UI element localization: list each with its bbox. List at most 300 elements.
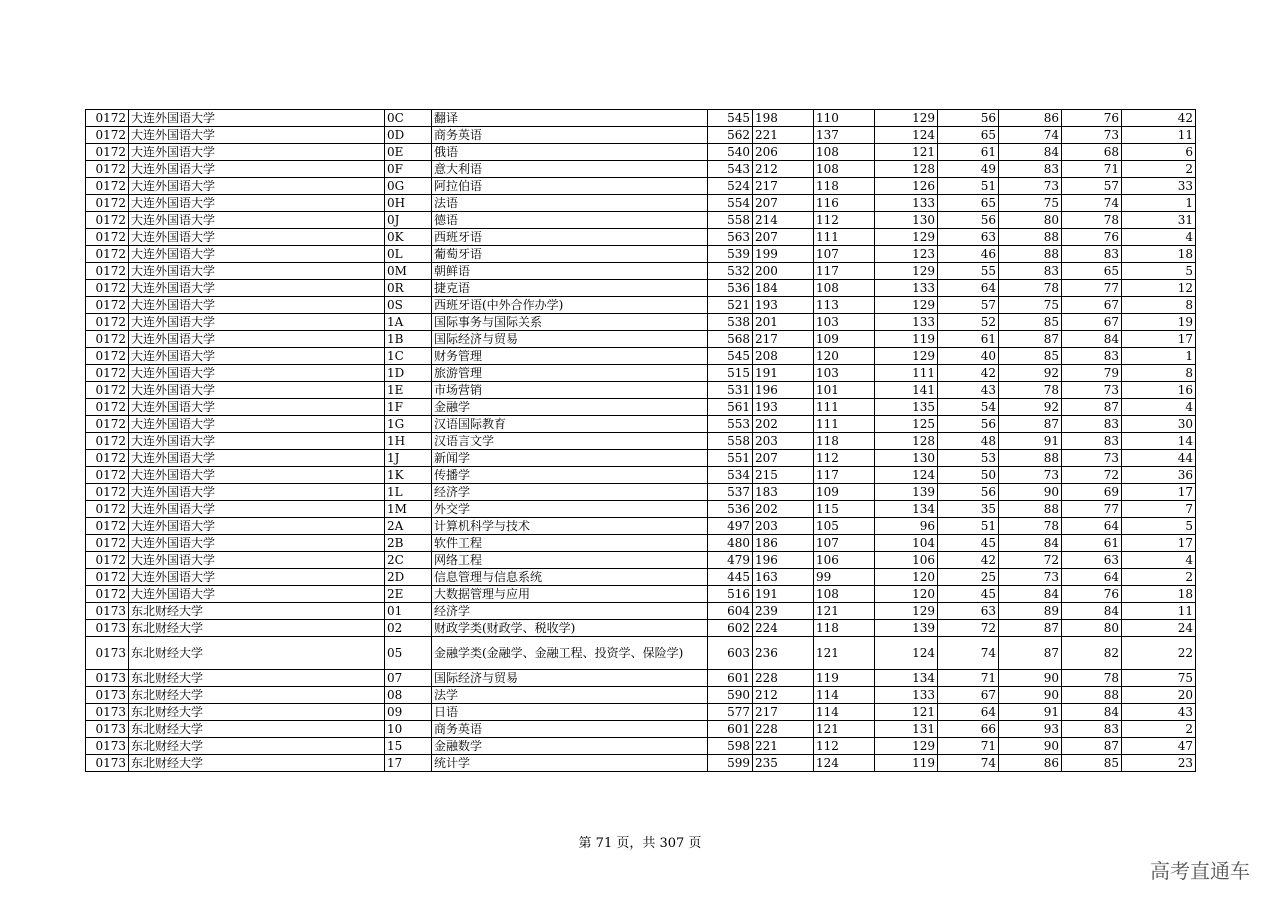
major-name-cell: 新闻学 <box>432 450 708 467</box>
score-col6-cell: 201 <box>753 314 814 331</box>
score-col11-cell: 78 <box>1062 212 1122 229</box>
score-col10-cell: 83 <box>999 161 1062 178</box>
score-col10-cell: 90 <box>999 687 1062 704</box>
score-max-cell: 539 <box>708 246 753 263</box>
major-name-cell: 汉语言文学 <box>432 433 708 450</box>
score-col7-cell: 116 <box>814 195 875 212</box>
score-col10-cell: 72 <box>999 552 1062 569</box>
score-col10-cell: 78 <box>999 280 1062 297</box>
score-col9-cell: 54 <box>938 399 999 416</box>
score-col10-cell: 90 <box>999 670 1062 687</box>
school-code-cell: 0172 <box>86 433 129 450</box>
score-col10-cell: 86 <box>999 755 1062 772</box>
score-col10-cell: 88 <box>999 229 1062 246</box>
score-col6-cell: 198 <box>753 110 814 127</box>
score-col9-cell: 65 <box>938 127 999 144</box>
school-name-cell: 大连外国语大学 <box>129 144 385 161</box>
major-code-cell: 09 <box>385 704 432 721</box>
score-col7-cell: 106 <box>814 552 875 569</box>
score-col11-cell: 76 <box>1062 586 1122 603</box>
school-code-cell: 0173 <box>86 738 129 755</box>
score-col9-cell: 35 <box>938 501 999 518</box>
score-col12-cell: 2 <box>1122 721 1196 738</box>
score-col8-cell: 133 <box>875 280 938 297</box>
score-col6-cell: 217 <box>753 331 814 348</box>
score-col8-cell: 128 <box>875 161 938 178</box>
table-row <box>86 399 1196 416</box>
score-col8-cell: 135 <box>875 399 938 416</box>
score-max-cell: 540 <box>708 144 753 161</box>
score-col10-cell: 87 <box>999 620 1062 637</box>
school-code-cell: 0172 <box>86 348 129 365</box>
score-col8-cell: 128 <box>875 433 938 450</box>
score-col7-cell: 101 <box>814 382 875 399</box>
school-name-cell: 大连外国语大学 <box>129 280 385 297</box>
score-col12-cell: 11 <box>1122 603 1196 620</box>
score-col12-cell: 4 <box>1122 399 1196 416</box>
school-name-cell: 大连外国语大学 <box>129 161 385 178</box>
school-code-cell: 0172 <box>86 212 129 229</box>
score-col7-cell: 121 <box>814 721 875 738</box>
school-name-cell: 大连外国语大学 <box>129 399 385 416</box>
score-col8-cell: 129 <box>875 348 938 365</box>
school-code-cell: 0172 <box>86 569 129 586</box>
school-name-cell: 东北财经大学 <box>129 721 385 738</box>
score-col11-cell: 67 <box>1062 314 1122 331</box>
major-name-cell: 国际经济与贸易 <box>432 331 708 348</box>
major-name-cell: 葡萄牙语 <box>432 246 708 263</box>
score-col7-cell: 107 <box>814 535 875 552</box>
score-col9-cell: 52 <box>938 314 999 331</box>
school-code-cell: 0172 <box>86 161 129 178</box>
score-max-cell: 445 <box>708 569 753 586</box>
score-col7-cell: 114 <box>814 687 875 704</box>
major-code-cell: 2D <box>385 569 432 586</box>
school-name-cell: 东北财经大学 <box>129 738 385 755</box>
score-col11-cell: 77 <box>1062 501 1122 518</box>
table-row <box>86 229 1196 246</box>
score-col10-cell: 90 <box>999 484 1062 501</box>
score-col6-cell: 191 <box>753 365 814 382</box>
score-col7-cell: 137 <box>814 127 875 144</box>
score-col10-cell: 92 <box>999 399 1062 416</box>
major-code-cell: 1D <box>385 365 432 382</box>
score-col7-cell: 111 <box>814 416 875 433</box>
score-col12-cell: 43 <box>1122 704 1196 721</box>
score-col12-cell: 23 <box>1122 755 1196 772</box>
score-col9-cell: 71 <box>938 670 999 687</box>
score-col11-cell: 67 <box>1062 297 1122 314</box>
major-name-cell: 大数据管理与应用 <box>432 586 708 603</box>
score-col9-cell: 42 <box>938 365 999 382</box>
score-col11-cell: 57 <box>1062 178 1122 195</box>
score-col8-cell: 120 <box>875 569 938 586</box>
major-name-cell: 国际事务与国际关系 <box>432 314 708 331</box>
score-col12-cell: 42 <box>1122 110 1196 127</box>
table-row <box>86 518 1196 535</box>
score-col8-cell: 124 <box>875 127 938 144</box>
major-name-cell: 日语 <box>432 704 708 721</box>
school-code-cell: 0172 <box>86 399 129 416</box>
score-col11-cell: 88 <box>1062 687 1122 704</box>
major-name-cell: 西班牙语(中外合作办学) <box>432 297 708 314</box>
score-max-cell: 536 <box>708 501 753 518</box>
score-col11-cell: 83 <box>1062 721 1122 738</box>
major-code-cell: 2B <box>385 535 432 552</box>
table-row <box>86 484 1196 501</box>
score-col10-cell: 73 <box>999 178 1062 195</box>
score-col8-cell: 119 <box>875 755 938 772</box>
school-code-cell: 0172 <box>86 467 129 484</box>
score-col8-cell: 129 <box>875 603 938 620</box>
score-col7-cell: 111 <box>814 229 875 246</box>
score-max-cell: 532 <box>708 263 753 280</box>
score-col8-cell: 134 <box>875 670 938 687</box>
score-col9-cell: 43 <box>938 382 999 399</box>
score-col9-cell: 56 <box>938 212 999 229</box>
score-max-cell: 558 <box>708 433 753 450</box>
major-code-cell: 0E <box>385 144 432 161</box>
major-code-cell: 0D <box>385 127 432 144</box>
score-col8-cell: 133 <box>875 687 938 704</box>
table-row <box>86 127 1196 144</box>
score-max-cell: 551 <box>708 450 753 467</box>
score-col11-cell: 76 <box>1062 229 1122 246</box>
score-col9-cell: 40 <box>938 348 999 365</box>
score-col11-cell: 74 <box>1062 195 1122 212</box>
score-col9-cell: 74 <box>938 755 999 772</box>
score-max-cell: 558 <box>708 212 753 229</box>
score-col6-cell: 208 <box>753 348 814 365</box>
score-max-cell: 601 <box>708 721 753 738</box>
score-max-cell: 531 <box>708 382 753 399</box>
score-col7-cell: 117 <box>814 263 875 280</box>
major-name-cell: 西班牙语 <box>432 229 708 246</box>
score-col9-cell: 72 <box>938 620 999 637</box>
school-name-cell: 大连外国语大学 <box>129 501 385 518</box>
score-col10-cell: 75 <box>999 297 1062 314</box>
table-row <box>86 382 1196 399</box>
major-code-cell: 1B <box>385 331 432 348</box>
school-code-cell: 0172 <box>86 144 129 161</box>
score-col12-cell: 7 <box>1122 501 1196 518</box>
score-col7-cell: 108 <box>814 280 875 297</box>
score-col11-cell: 84 <box>1062 603 1122 620</box>
school-name-cell: 大连外国语大学 <box>129 433 385 450</box>
score-table <box>85 109 1196 772</box>
score-col11-cell: 73 <box>1062 450 1122 467</box>
score-col9-cell: 64 <box>938 704 999 721</box>
score-col12-cell: 36 <box>1122 467 1196 484</box>
school-code-cell: 0172 <box>86 586 129 603</box>
score-col8-cell: 111 <box>875 365 938 382</box>
school-name-cell: 大连外国语大学 <box>129 314 385 331</box>
table-row <box>86 755 1196 772</box>
table-row <box>86 263 1196 280</box>
score-col12-cell: 14 <box>1122 433 1196 450</box>
score-col10-cell: 92 <box>999 365 1062 382</box>
school-code-cell: 0172 <box>86 484 129 501</box>
major-name-cell: 俄语 <box>432 144 708 161</box>
school-name-cell: 大连外国语大学 <box>129 467 385 484</box>
school-code-cell: 0173 <box>86 721 129 738</box>
school-code-cell: 0172 <box>86 297 129 314</box>
score-col9-cell: 50 <box>938 467 999 484</box>
major-name-cell: 市场营销 <box>432 382 708 399</box>
score-col11-cell: 71 <box>1062 161 1122 178</box>
score-max-cell: 598 <box>708 738 753 755</box>
score-col12-cell: 47 <box>1122 738 1196 755</box>
school-name-cell: 大连外国语大学 <box>129 195 385 212</box>
major-code-cell: 07 <box>385 670 432 687</box>
score-max-cell: 537 <box>708 484 753 501</box>
table-row <box>86 433 1196 450</box>
score-col6-cell: 200 <box>753 263 814 280</box>
major-name-cell: 财政学类(财政学、税收学) <box>432 620 708 637</box>
score-col8-cell: 133 <box>875 314 938 331</box>
school-name-cell: 大连外国语大学 <box>129 229 385 246</box>
score-col7-cell: 115 <box>814 501 875 518</box>
score-max-cell: 568 <box>708 331 753 348</box>
score-col12-cell: 18 <box>1122 586 1196 603</box>
score-col10-cell: 88 <box>999 246 1062 263</box>
score-col9-cell: 57 <box>938 297 999 314</box>
score-max-cell: 562 <box>708 127 753 144</box>
school-code-cell: 0172 <box>86 416 129 433</box>
school-code-cell: 0173 <box>86 755 129 772</box>
school-code-cell: 0173 <box>86 687 129 704</box>
school-name-cell: 大连外国语大学 <box>129 246 385 263</box>
score-col7-cell: 121 <box>814 637 875 670</box>
school-name-cell: 东北财经大学 <box>129 755 385 772</box>
school-name-cell: 东北财经大学 <box>129 603 385 620</box>
table-row <box>86 501 1196 518</box>
score-col10-cell: 80 <box>999 212 1062 229</box>
school-name-cell: 大连外国语大学 <box>129 127 385 144</box>
score-col8-cell: 126 <box>875 178 938 195</box>
table-row <box>86 246 1196 263</box>
table-row <box>86 552 1196 569</box>
score-col11-cell: 82 <box>1062 637 1122 670</box>
score-max-cell: 480 <box>708 535 753 552</box>
score-col12-cell: 4 <box>1122 229 1196 246</box>
major-code-cell: 10 <box>385 721 432 738</box>
score-col12-cell: 4 <box>1122 552 1196 569</box>
score-col9-cell: 64 <box>938 280 999 297</box>
major-code-cell: 1C <box>385 348 432 365</box>
major-name-cell: 传播学 <box>432 467 708 484</box>
score-col12-cell: 33 <box>1122 178 1196 195</box>
score-col10-cell: 90 <box>999 738 1062 755</box>
school-name-cell: 大连外国语大学 <box>129 297 385 314</box>
score-col8-cell: 106 <box>875 552 938 569</box>
school-name-cell: 大连外国语大学 <box>129 535 385 552</box>
score-col10-cell: 75 <box>999 195 1062 212</box>
major-code-cell: 0G <box>385 178 432 195</box>
score-col6-cell: 217 <box>753 178 814 195</box>
score-col9-cell: 45 <box>938 535 999 552</box>
score-col12-cell: 44 <box>1122 450 1196 467</box>
score-col8-cell: 130 <box>875 450 938 467</box>
score-max-cell: 479 <box>708 552 753 569</box>
score-col11-cell: 83 <box>1062 433 1122 450</box>
score-col12-cell: 19 <box>1122 314 1196 331</box>
score-col10-cell: 87 <box>999 416 1062 433</box>
school-code-cell: 0172 <box>86 552 129 569</box>
score-col8-cell: 96 <box>875 518 938 535</box>
score-col12-cell: 1 <box>1122 348 1196 365</box>
school-name-cell: 大连外国语大学 <box>129 450 385 467</box>
score-col6-cell: 196 <box>753 382 814 399</box>
score-max-cell: 561 <box>708 399 753 416</box>
major-name-cell: 外交学 <box>432 501 708 518</box>
score-col8-cell: 129 <box>875 297 938 314</box>
school-name-cell: 大连外国语大学 <box>129 552 385 569</box>
major-name-cell: 商务英语 <box>432 721 708 738</box>
score-max-cell: 602 <box>708 620 753 637</box>
table-row <box>86 195 1196 212</box>
score-col7-cell: 119 <box>814 670 875 687</box>
score-col6-cell: 221 <box>753 738 814 755</box>
score-col6-cell: 214 <box>753 212 814 229</box>
major-name-cell: 阿拉伯语 <box>432 178 708 195</box>
major-code-cell: 0L <box>385 246 432 263</box>
score-max-cell: 553 <box>708 416 753 433</box>
school-name-cell: 东北财经大学 <box>129 687 385 704</box>
score-max-cell: 545 <box>708 110 753 127</box>
score-col10-cell: 84 <box>999 144 1062 161</box>
page-footer: 第 71 页，共 307 页 <box>578 836 702 851</box>
school-name-cell: 大连外国语大学 <box>129 382 385 399</box>
score-col10-cell: 84 <box>999 586 1062 603</box>
major-code-cell: 0R <box>385 280 432 297</box>
table-row <box>86 178 1196 195</box>
score-col10-cell: 87 <box>999 637 1062 670</box>
school-code-cell: 0172 <box>86 178 129 195</box>
score-col9-cell: 56 <box>938 484 999 501</box>
major-name-cell: 经济学 <box>432 603 708 620</box>
score-col9-cell: 53 <box>938 450 999 467</box>
school-code-cell: 0172 <box>86 331 129 348</box>
score-col6-cell: 193 <box>753 399 814 416</box>
score-max-cell: 601 <box>708 670 753 687</box>
score-col9-cell: 55 <box>938 263 999 280</box>
major-code-cell: 1K <box>385 467 432 484</box>
score-col10-cell: 78 <box>999 518 1062 535</box>
score-col12-cell: 5 <box>1122 263 1196 280</box>
major-code-cell: 1G <box>385 416 432 433</box>
score-col9-cell: 48 <box>938 433 999 450</box>
school-code-cell: 0172 <box>86 365 129 382</box>
school-code-cell: 0172 <box>86 263 129 280</box>
major-code-cell: 1J <box>385 450 432 467</box>
major-code-cell: 1F <box>385 399 432 416</box>
school-code-cell: 0173 <box>86 670 129 687</box>
score-col12-cell: 16 <box>1122 382 1196 399</box>
score-col8-cell: 119 <box>875 331 938 348</box>
major-code-cell: 1E <box>385 382 432 399</box>
score-col7-cell: 107 <box>814 246 875 263</box>
major-code-cell: 01 <box>385 603 432 620</box>
major-name-cell: 国际经济与贸易 <box>432 670 708 687</box>
major-name-cell: 汉语国际教育 <box>432 416 708 433</box>
score-col11-cell: 87 <box>1062 399 1122 416</box>
major-code-cell: 0K <box>385 229 432 246</box>
score-col6-cell: 228 <box>753 670 814 687</box>
score-col10-cell: 85 <box>999 314 1062 331</box>
score-col7-cell: 99 <box>814 569 875 586</box>
major-code-cell: 0S <box>385 297 432 314</box>
school-name-cell: 大连外国语大学 <box>129 518 385 535</box>
score-col12-cell: 6 <box>1122 144 1196 161</box>
score-col6-cell: 236 <box>753 637 814 670</box>
score-col11-cell: 76 <box>1062 110 1122 127</box>
score-col10-cell: 84 <box>999 535 1062 552</box>
school-name-cell: 大连外国语大学 <box>129 586 385 603</box>
score-max-cell: 563 <box>708 229 753 246</box>
score-col6-cell: 203 <box>753 518 814 535</box>
score-col7-cell: 109 <box>814 484 875 501</box>
score-col9-cell: 42 <box>938 552 999 569</box>
table-body <box>86 110 1196 772</box>
score-col6-cell: 215 <box>753 467 814 484</box>
score-col12-cell: 2 <box>1122 569 1196 586</box>
score-col11-cell: 84 <box>1062 331 1122 348</box>
score-col8-cell: 123 <box>875 246 938 263</box>
school-code-cell: 0172 <box>86 382 129 399</box>
score-col10-cell: 78 <box>999 382 1062 399</box>
score-col8-cell: 129 <box>875 738 938 755</box>
major-code-cell: 0J <box>385 212 432 229</box>
score-col11-cell: 68 <box>1062 144 1122 161</box>
score-col9-cell: 49 <box>938 161 999 178</box>
score-col8-cell: 129 <box>875 229 938 246</box>
table-row <box>86 365 1196 382</box>
major-name-cell: 网络工程 <box>432 552 708 569</box>
score-col8-cell: 124 <box>875 637 938 670</box>
major-code-cell: 2C <box>385 552 432 569</box>
score-col8-cell: 120 <box>875 586 938 603</box>
table-row <box>86 144 1196 161</box>
score-col7-cell: 108 <box>814 161 875 178</box>
major-name-cell: 捷克语 <box>432 280 708 297</box>
score-col7-cell: 118 <box>814 433 875 450</box>
score-col6-cell: 196 <box>753 552 814 569</box>
score-col6-cell: 206 <box>753 144 814 161</box>
table-row <box>86 110 1196 127</box>
score-col12-cell: 30 <box>1122 416 1196 433</box>
school-name-cell: 大连外国语大学 <box>129 178 385 195</box>
score-col10-cell: 91 <box>999 433 1062 450</box>
school-name-cell: 大连外国语大学 <box>129 331 385 348</box>
school-code-cell: 0172 <box>86 518 129 535</box>
score-col9-cell: 61 <box>938 144 999 161</box>
score-col7-cell: 118 <box>814 620 875 637</box>
score-col7-cell: 120 <box>814 348 875 365</box>
score-max-cell: 554 <box>708 195 753 212</box>
score-col7-cell: 118 <box>814 178 875 195</box>
score-col6-cell: 221 <box>753 127 814 144</box>
score-col9-cell: 45 <box>938 586 999 603</box>
score-col10-cell: 93 <box>999 721 1062 738</box>
score-col10-cell: 73 <box>999 467 1062 484</box>
score-col6-cell: 212 <box>753 161 814 178</box>
score-col12-cell: 75 <box>1122 670 1196 687</box>
score-col11-cell: 73 <box>1062 127 1122 144</box>
score-col8-cell: 134 <box>875 501 938 518</box>
school-code-cell: 0172 <box>86 450 129 467</box>
table-row <box>86 416 1196 433</box>
